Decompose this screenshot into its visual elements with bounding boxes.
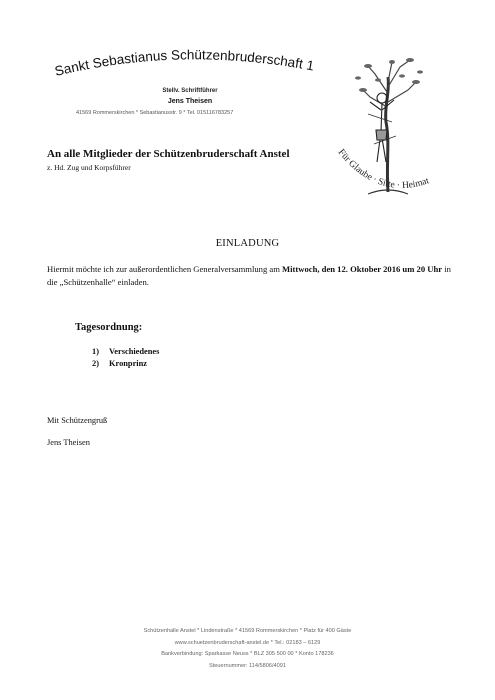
- sender-name: Jens Theisen: [167, 98, 213, 105]
- saint-figure: [370, 93, 394, 162]
- agenda-item: [92, 358, 159, 370]
- recipient-line: An alle Mitglieder der Schützenbruderschaft Anstel: [47, 148, 290, 160]
- letter-body: [47, 263, 462, 289]
- agenda-heading: Tagesordnung:: [75, 322, 143, 333]
- recipient-sub: z. Hd. Zug und Korpsführer: [47, 163, 131, 172]
- signature: Jens Theisen: [47, 438, 90, 447]
- agenda-item-number: 2): [92, 359, 99, 368]
- club-name: Sankt Sebastianus Schützenbruderschaft 1: [53, 47, 316, 79]
- agenda-item: [92, 346, 159, 358]
- letter-title: EINLADUNG: [215, 238, 280, 249]
- footer: [0, 626, 495, 672]
- emblem-motto: Für Glaube · Sitte · Heimat: [335, 147, 431, 192]
- agenda-item-number: 1): [92, 347, 99, 356]
- body-part1: Hiermit möchte ich zur außerordentlichen Generalversammlung am: [47, 264, 283, 274]
- body-bold-date: Mittwoch, den 12. Oktober 2016 um 20 Uhr: [282, 264, 443, 274]
- sender-role: Stellv. Schriftführer: [162, 88, 218, 94]
- closing: Mit Schützengruß: [47, 416, 108, 425]
- agenda-item-text: Verschiedenes: [109, 347, 160, 356]
- sender-address: 41569 Rommerskirchen * Sebastianusstr. 9 * Tel. 015116783257: [76, 110, 234, 116]
- body-part2: in die „Schützenhalle“ einladen.: [47, 264, 451, 287]
- footer-line-bank: Bankverbindung: Sparkasse Neuss * BLZ 305 500 00 * Konto 178236: [161, 651, 334, 657]
- footer-line-hall: Schützenhalle Anstel * Lindenstraße * 41569 Rommerskirchen * Platz für 400 Gäste: [143, 628, 352, 634]
- agenda-item-text: Kronprinz: [109, 359, 148, 368]
- footer-line-tax: Steuernummer: 114/5806/4091: [208, 662, 287, 669]
- club-emblem: [330, 52, 465, 212]
- footer-line-web: www.schuetzenbruderschaft-anstel.de * Tel.: 02183 – 6129: [174, 639, 321, 646]
- agenda-list: [92, 346, 159, 370]
